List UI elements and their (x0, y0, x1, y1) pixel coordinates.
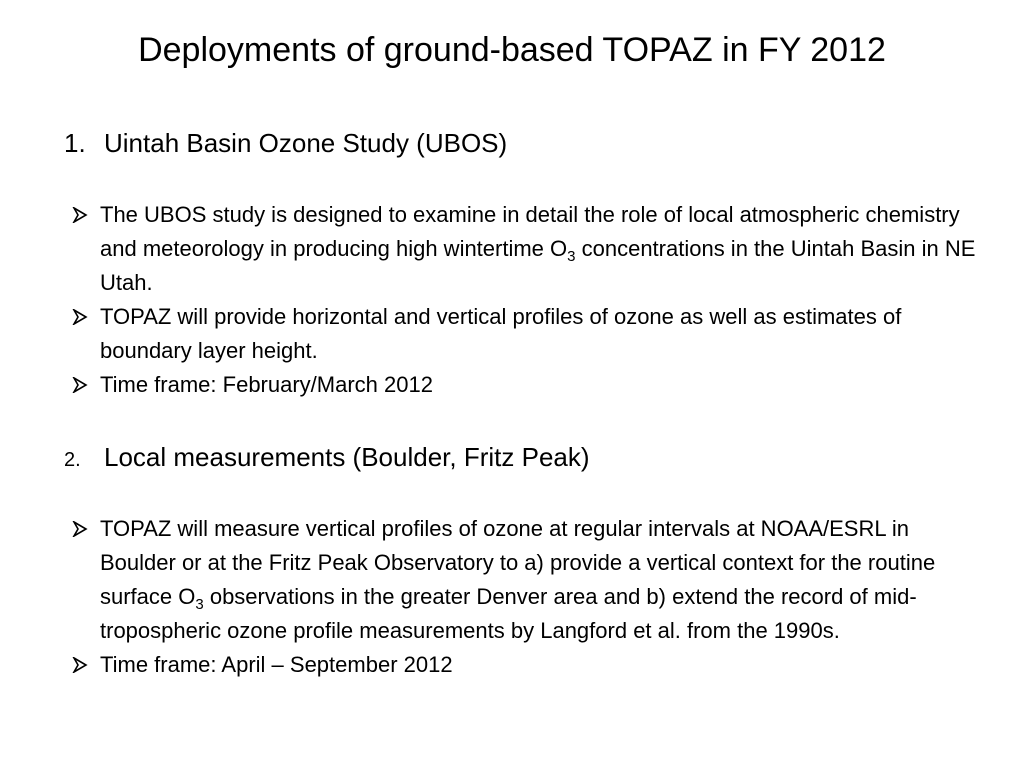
arrowhead-bullet-icon (72, 309, 88, 325)
bullet-text: TOPAZ will provide horizontal and vertical profiles of ozone as well as estimates of boundary layer height. (100, 304, 902, 363)
arrowhead-bullet-icon (72, 207, 88, 223)
subscript: 3 (195, 596, 204, 613)
section-1-number: 1. (64, 128, 86, 158)
bullet-text: concentrations in the Uintah Basin in NE Utah. (100, 236, 976, 295)
section-2-bullet-list (64, 512, 984, 682)
bullet-text: observations in the greater Denver area and b) extend the record of mid-tropospheric ozone profile measurements by Langford et al. from the 1990s. (100, 584, 917, 643)
subscript: 3 (567, 248, 576, 265)
section-2-title: Local measurements (Boulder, Fritz Peak) (104, 442, 590, 472)
bullet-item (64, 368, 984, 402)
bullet-item (64, 512, 984, 648)
section-1-heading (64, 126, 507, 160)
section-1-bullet-list (64, 198, 984, 402)
section-2-heading (64, 440, 590, 477)
arrowhead-bullet-icon (72, 521, 88, 537)
section-2-number: 2. (64, 449, 81, 471)
bullet-item (64, 648, 984, 682)
slide-title: Deployments of ground-based TOPAZ in FY 2012 (138, 31, 886, 69)
bullet-text: Time frame: February/March 2012 (100, 372, 433, 397)
bullet-item (64, 300, 984, 368)
section-1-title: Uintah Basin Ozone Study (UBOS) (104, 128, 508, 158)
arrowhead-bullet-icon (72, 657, 88, 673)
bullet-text: TOPAZ will measure vertical profiles of ozone at regular intervals at NOAA/ESRL in Boulder or at the Fritz Peak Observatory to a) provide a vertical context for the routine surface O (100, 516, 936, 609)
arrowhead-bullet-icon (72, 377, 88, 393)
bullet-item (64, 198, 984, 300)
bullet-text: The UBOS study is designed to examine in detail the role of local atmospheric chemistry and meteorology in producing high wintertime O (100, 202, 960, 261)
bullet-text: Time frame: April – September 2012 (100, 652, 453, 677)
